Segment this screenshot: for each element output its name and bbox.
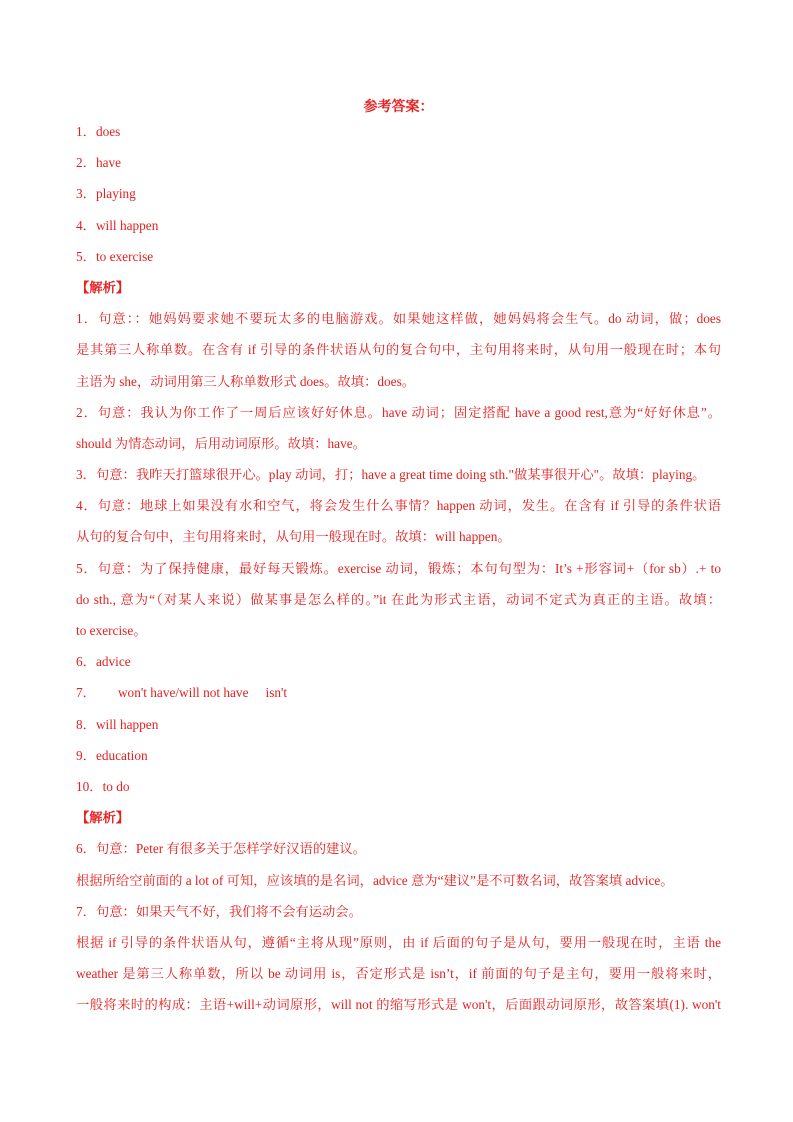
answer-2: 2．have [76,155,122,171]
explanation-line: weather 是第三人称单数，所以 be 动词用 is，否定形式是 isn’t，if 前面的句子是主句，要用一般将来时， [76,966,721,982]
answer-10: 10．to do [76,778,130,794]
answer-lines [76,121,721,1025]
explanation-line: should 为情态动词，后用动词原形。故填：have。 [76,435,366,451]
answer-3: 3．playing [76,186,136,202]
answer-8: 8．will happen [76,716,159,732]
answer-7-blank-1: won't have/will not have [117,685,249,701]
answer-4: 4．will happen [76,217,159,233]
explanation-line: 5．句意：为了保持健康，最好每天锻炼。exercise 动词，锻炼；本句句型为：It’s +形容词+（for sb）.+ to [76,560,721,576]
explanation-line: 7．句意：如果天气不好，我们将不会有运动会。 [76,903,362,919]
explanation-line: 一般将来时的构成：主语+will+动词原形，will not 的缩写形式是 won't，后面跟动词原形，故答案填(1). won't [76,997,721,1013]
answer-7-blank-2: isn't [265,685,288,701]
explanation-line: 4．句意：地球上如果没有水和空气，将会发生什么事情？happen 动词，发生。在含有 if 引导的条件状语 [76,498,721,514]
answer-6: 6．advice [76,654,131,670]
explanation-line: 1．句意：：她妈妈要求她不要玩太多的电脑游戏。如果她这样做，她妈妈将会生气。do 动词，做；does [76,311,721,327]
explanation-line: 根据所给空前面的 a lot of 可知，应该填的是名词，advice 意为“建议”是不可数名词，故答案填 advice。 [76,872,674,888]
explanation-line: 2．句意：我认为你工作了一周后应该好好休息。have 动词；固定搭配 have a good rest,意为“好好休息”。 [76,404,721,420]
answer-7-number: 7． [76,685,96,701]
analysis-heading-2: 【解析】 [76,810,130,826]
explanation-line: 3．句意：我昨天打篮球很开心。play 动词，打；have a great time doing sth."做某事很开心"。故填：playing。 [76,467,706,483]
explanation-line: do sth., 意为“（对某人来说）做某事是怎么样的。”it 在此为形式主语，动词不定式为真正的主语。故填： [76,591,721,607]
explanation-line: to exercise。 [76,623,147,638]
explanation-line: 是其第三人称单数。在含有 if 引导的条件状语从句的复合句中，主句用将来时，从句用一般现在时；本句 [76,342,721,358]
answer-7 [76,682,721,713]
explanation-line: 从句的复合句中，主句用将来时，从句用一般现在时。故填：will happen。 [76,529,511,545]
analysis-heading-1: 【解析】 [76,279,130,295]
explanation-line: 6．句意：Peter 有很多关于怎样学好汉语的建议。 [76,841,366,857]
explanation-line: 根据 if 引导的条件状语从句，遵循“主将从现”原则，由 if 后面的句子是从句，要用一般现在时，主语 the [76,934,721,950]
page-title: 参考答案： [363,100,434,115]
explanation-line: 主语为 she，动词用第三人称单数形式 does。故填：does。 [76,373,416,389]
answer-1: 1．does [76,124,121,139]
answer-9: 9．education [76,747,148,763]
answer-5: 5．to exercise [76,248,154,264]
